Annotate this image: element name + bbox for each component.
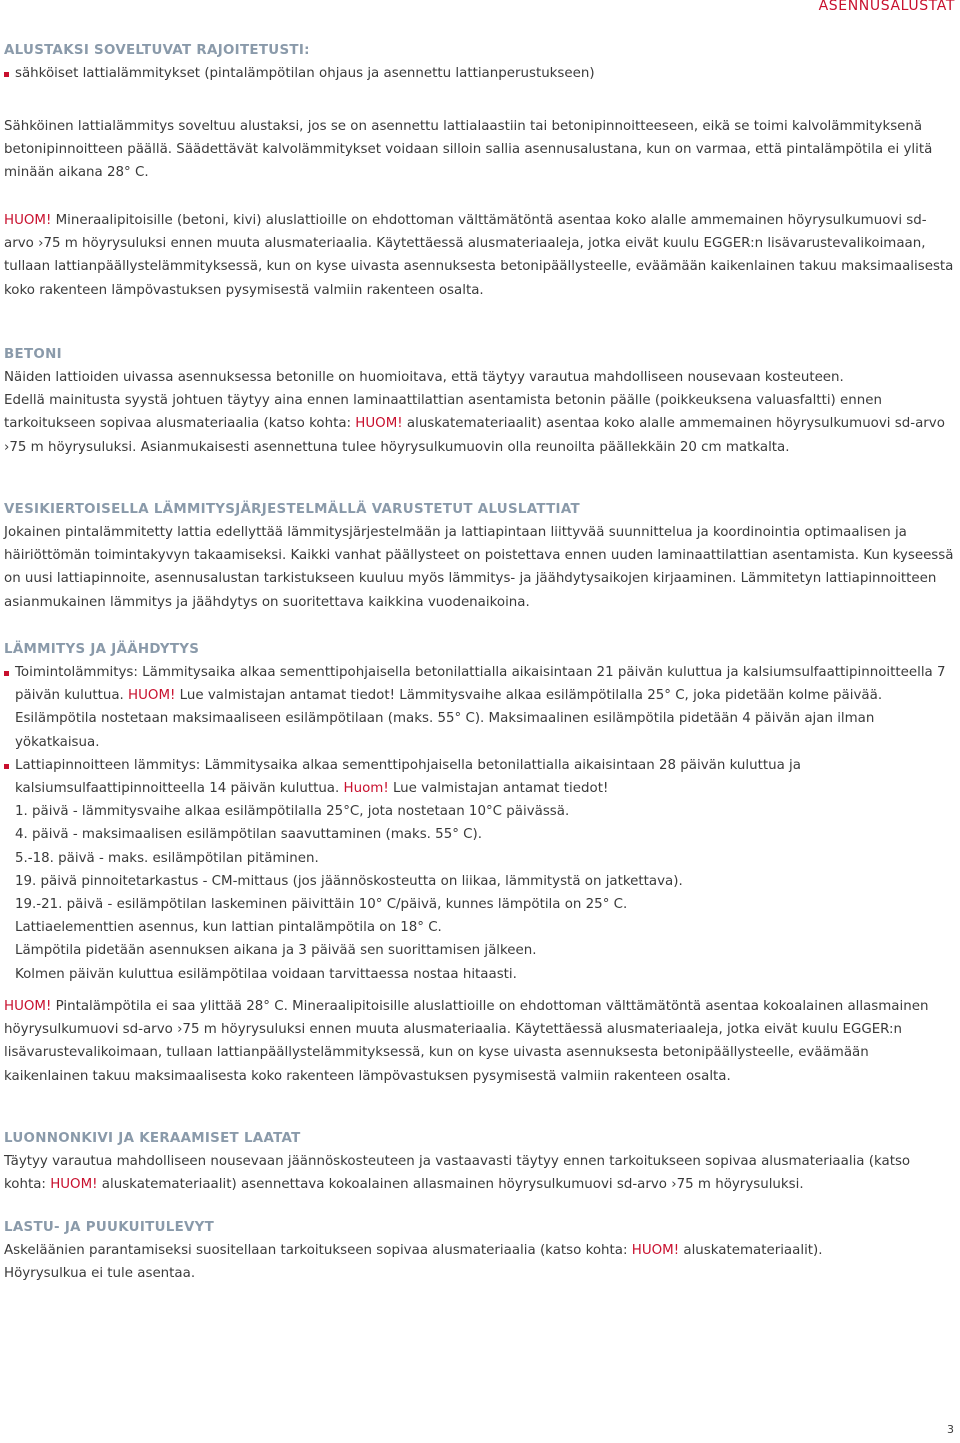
section-heading: LÄMMITYS JA JÄÄHDYTYS	[4, 642, 200, 657]
list-item	[4, 754, 956, 986]
section-heading: ALUSTAKSI SOVELTUVAT RAJOITETUSTI:	[4, 43, 310, 58]
step-item: 19. päivä pinnoitetarkastus - CM-mittaus (jos jäännöskosteutta on liikaa, lämmitystä on jatkettava).	[15, 873, 683, 889]
paragraph: Näiden lattioiden uivassa asennuksessa betonille on huomioitava, että täytyy varautua mahdolliseen nousevaan kosteuteen.	[4, 370, 844, 385]
huom-label: HUOM!	[4, 213, 52, 228]
text-span: Toimintolämmitys: Lämmitysaika alkaa sementtipohjaisella betonilattialla aikaisintaan 21 päivän kuluttua ja kalsiumsulfaattipinnoitteella 7 päivän kuluttua.	[15, 665, 946, 704]
step-list	[15, 800, 956, 986]
page-header-title: ASENNUSALUSTAT	[818, 0, 955, 14]
step-item: 5.-18. päivä - maks. esilämpötilan pitäminen.	[15, 850, 319, 866]
text-span: aluskatemateriaalit).	[679, 1243, 823, 1258]
paragraph: Jokainen pintalämmitetty lattia edellyttää lämmitysjärjestelmään ja lattiapintaan liittyvää suunnittelua ja koordinointia optimaalisen ja häiriöttömän toimintakyvyn takaamiseksi. Kaikki vanhat päällysteet on poistettava ennen uuden laminaattilattian asentamista. Kun kyseessä on uusi lattiapinnoite, asennusalustan tarkistukseen kuuluu myös lämmitys- ja jäähdytysaikojen kirjaaminen. Lämmitetyn lattiapinnoitteen asianmukainen lämmitys ja jäähdytys on suoritettava kaikkina vuodenaikoina.	[4, 525, 954, 610]
paragraph	[4, 1150, 956, 1196]
paragraph	[4, 1239, 956, 1262]
text-span: Lue valmistajan antamat tiedot!	[388, 781, 609, 797]
text-span: Lue valmistajan antamat tiedot! Lämmitysvaihe alkaa esilämpötilalla 25° C, joka pidetään kolme päivää. Esilämpötila nostetaan maksimaaliseen esilämpötilaan (maks. 55° C). Maksimaalinen esilämpötila pidetään 4 päivän ajan ilman yökatkaisua.	[15, 688, 883, 750]
section-alustaksi	[4, 39, 956, 85]
text-span: aluskatemateriaalit) asentaa koko alalle ammemainen höyrysulkumuovi sd-arvo ›75 m höyrysuluksi. Asianmukaisesti asennettuna tulee höyrysulkumuovin olla reunoilta päällekkäin 20 cm matkalta.	[4, 416, 945, 455]
paragraph	[4, 389, 956, 459]
page-number: 3	[947, 1423, 954, 1436]
text-span: aluskatemateriaalit) asennettava kokoalainen allasmainen höyrysulkumuovi sd-arvo ›75 m höyrysuluksi.	[97, 1177, 804, 1193]
huom-label: HUOM!	[631, 1243, 680, 1258]
section-heading: VESIKIERTOISELLA LÄMMITYSJÄRJESTELMÄLLÄ VARUSTETUT ALUSLATTIAT	[4, 502, 580, 517]
warning-text: Pintalämpötila ei saa ylittää 28° C. Mineraalipitoisille aluslattioille on ehdottoman välttämätöntä asentaa kokoalainen allasmainen höyrysulkumuovi sd-arvo ›75 m höyrysuluksi ennen muuta alusmateriaalia. Käytettäessä alusmateriaaleja, jotka eivät kuulu EGGER:n lisävarustevalikoimaan, tullaan lattianpäällystelämmityksessä, kun on kyse uivasta asennuksesta betonipäällysteelle, eväämään kaikenlainen takuu maksimaalisesta koko rakenteen lämpövastuksen pysymisestä valmiin rakenteen osalta.	[4, 999, 929, 1084]
huom-label: Huom!	[343, 781, 389, 797]
section-heading: LUONNONKIVI JA KERAAMISET LAATAT	[4, 1131, 301, 1146]
list-item: sähköiset lattialämmitykset (pintalämpötilan ohjaus ja asennettu lattianperustukseen)	[4, 62, 956, 85]
step-item: Kolmen päivän kuluttua esilämpötilaa voidaan tarvittaessa nostaa hitaasti.	[15, 966, 517, 982]
text-span: Täytyy varautua mahdolliseen nousevaan jäännöskosteuteen ja vastaavasti täytyy ennen tarkoitukseen sopivaa alusmateriaalia (katso kohta:	[4, 1154, 911, 1193]
section-heading: LASTU- JA PUUKUITULEVYT	[4, 1220, 215, 1235]
bullet-list	[4, 62, 956, 85]
section-lammitys	[4, 638, 956, 986]
section-betoni	[4, 343, 956, 459]
warning-text: Mineraalipitoisille (betoni, kivi) aluslattioille on ehdottoman välttämätöntä asentaa koko alalle ammemainen höyrysulkumuovi sd-arvo ›75 m höyrysuluksi ennen muuta alusmateriaalia. Käytettäessä alusmateriaaleja, jotka eivät kuulu EGGER:n lisävarustevalikoimaan, tullaan lattianpäällystelämmityksessä, kun on kyse uivasta asennuksesta betonipäällysteelle, eväämään kaikenlainen takuu maksimaalisesta koko rakenteen lämpövastuksen pysymisestä valmiin rakenteen osalta.	[4, 213, 954, 298]
step-item: 4. päivä - maksimaalisen esilämpötilan saavuttaminen (maks. 55° C).	[15, 827, 483, 843]
step-item: 1. päivä - lämmitysvaihe alkaa esilämpötilalla 25°C, jota nostetaan 10°C päivässä.	[15, 804, 570, 820]
step-item: Lämpötila pidetään asennuksen aikana ja 3 päivää sen suorittamisen jälkeen.	[15, 943, 537, 959]
section-heading: BETONI	[4, 347, 62, 362]
huom-label: HUOM!	[4, 999, 52, 1014]
huom-label: HUOM!	[50, 1177, 98, 1193]
step-item: Lattiaelementtien asennus, kun lattian pintalämpötila on 18° C.	[15, 920, 442, 936]
huom-label: HUOM!	[128, 688, 176, 704]
step-item: 19.-21. päivä - esilämpötilan laskeminen päivittäin 10° C/päivä, kunnes lämpötila on 25° C.	[15, 897, 628, 913]
warning-paragraph	[4, 209, 956, 302]
text-span: Lattiapinnoitteen lämmitys: Lämmitysaika alkaa sementtipohjaisella betonilattialla aikaisintaan 28 päivän kuluttua ja kalsiumsulfaattipinnoitteella 14 päivän kuluttua.	[15, 757, 801, 797]
huom-label: HUOM!	[355, 416, 403, 432]
paragraph: Höyrysulkua ei tule asentaa.	[4, 1266, 196, 1282]
list-item	[4, 661, 956, 754]
text-span: Edellä mainitusta syystä johtuen täytyy aina ennen laminaattilattian asentamista betonin päälle (poikkeuksena valuasfaltti) ennen tarkoitukseen sopivaa alusmateriaalia (katso kohta:	[4, 393, 882, 432]
text-span: Askeläänien parantamiseksi suositellaan tarkoitukseen sopivaa alusmateriaalia (katso kohta:	[4, 1243, 632, 1258]
section-luonnonkivi	[4, 1127, 956, 1196]
bullet-list	[4, 661, 956, 986]
paragraph: Sähköinen lattialämmitys soveltuu alustaksi, jos se on asennettu lattialaastiin tai betonipinnoitteeseen, eikä se toimi kalvolämmityksenä betonipinnoitteen päällä. Säädettävät kalvolämmitykset voidaan silloin sallia asennusalustana, kun on varmaa, että pintalämpötila ei ylitä minään aikana 28° C.	[4, 119, 933, 181]
section-lastu	[4, 1216, 956, 1285]
section-vesikiertoinen	[4, 498, 956, 614]
warning-paragraph	[4, 995, 956, 1088]
